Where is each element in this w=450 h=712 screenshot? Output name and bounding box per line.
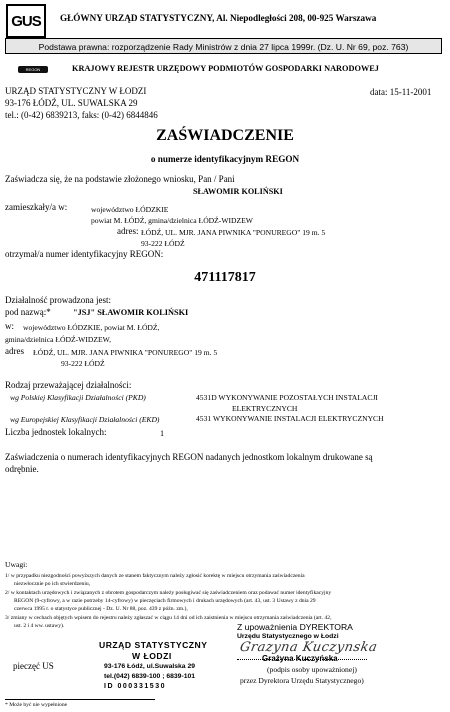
note-2-line1: 2/ w kontaktach urzędowych i związanych z obrotem gospodarczym należy posługiwać się zaświadczeniem oraz podawać numer identyfikacyjny bbox=[5, 590, 332, 596]
signature-caption-line2: przez Dyrektora Urzędu Statystycznego) bbox=[240, 676, 364, 685]
activity-address-line2: 93-222 ŁÓDŹ bbox=[61, 359, 105, 368]
resident-address-line1: ŁÓDŹ, UL. MJR. JANA PIWNIKA "PONUREGO" 19 m. 5 bbox=[141, 228, 326, 237]
header-title: GŁÓWNY URZĄD STATYSTYCZNY, Al. Niepodległości 208, 00-925 Warszawa bbox=[60, 13, 377, 23]
office-stamp-line2: W ŁODZI bbox=[132, 651, 172, 661]
activity-in-label: w: bbox=[5, 321, 14, 331]
intro-text: Zaświadcza się, że na podstawie złożonego wniosku, Pan / Pani bbox=[5, 174, 235, 184]
footnote-rule bbox=[5, 699, 155, 700]
activity-in-line1: województwo ŁÓDZKIE, powiat M. ŁÓDŹ, bbox=[23, 323, 160, 332]
resident-label: zamieszkały/a w: bbox=[5, 202, 68, 212]
activity-address-label: adres bbox=[5, 346, 24, 356]
note-1-line1: 1/ w przypadku niezgodności powyższych danych ze stanem faktycznym należy zgłosić korektę w miejscu otrzymania zaświadczenia bbox=[5, 573, 305, 579]
resident-voivodeship: województwo ŁÓDZKIE bbox=[91, 205, 169, 214]
regon-number: 471117817 bbox=[194, 270, 256, 285]
resident-address-label: adres: bbox=[117, 226, 139, 236]
ekd-label: wg Europejskiej Klasyfikacji Działalności (EKD) bbox=[10, 415, 160, 424]
person-name: SŁAWOMIR KOLIŃSKI bbox=[193, 187, 283, 196]
signatory-name: Grażyna Kuczyńska bbox=[262, 654, 338, 663]
note-2-line3: czerwca 1995 r. o statystyce publicznej - Dz. U. Nr 88, poz. 439 z późn. zm.), bbox=[14, 606, 188, 612]
handwritten-signature: Grazyna Kuczynska bbox=[238, 640, 379, 655]
activity-name-label: pod nazwą:* bbox=[5, 307, 51, 317]
activity-in-line2: gmina/dzielnica ŁÓDŹ-WIDZEW, bbox=[5, 335, 111, 344]
pkd-value-line2: ELEKTRYCZNYCH bbox=[232, 404, 298, 413]
regon-logo: REGON bbox=[18, 66, 48, 73]
activity-address-line1: ŁÓDŹ, UL. MJR. JANA PIWNIKA "PONUREGO" 19 m. 5 bbox=[33, 348, 218, 357]
note-3-line1: 3/ zmiany w cechach objętych wpisem do rejestru należy zgłaszać w ciągu 14 dni od ich zaistnienia w miejscu otrzymania zaświadczenia (art. 42, bbox=[5, 615, 332, 621]
certificate-title: ZAŚWIADCZENIE bbox=[156, 127, 294, 144]
signature-caption-line1: (podpis osoby upoważnionej) bbox=[267, 665, 357, 674]
office-stamp-line1: URZĄD STATYSTYCZNY bbox=[99, 640, 208, 650]
office-phone: tel.: (0-42) 6839213, faks: (0-42) 6844846 bbox=[5, 110, 158, 120]
resident-address-line2: 93-222 ŁÓDŹ bbox=[141, 239, 185, 248]
signature-stamp-line1: Z upoważnienia DYREKTORA bbox=[237, 622, 353, 632]
activity-name-value: "JSJ" SŁAWOMIR KOLIŃSKI bbox=[73, 308, 189, 317]
local-units-label: Liczba jednostek lokalnych: bbox=[5, 427, 107, 437]
resident-district: powiat M. ŁÓDŹ, gmina/dzielnica ŁÓDŹ-WIDZEW bbox=[91, 216, 253, 225]
signature-stamp-line2: Urzędu Statystycznego w Łodzi bbox=[237, 633, 339, 640]
certificate-subtitle: o numerze identyfikacyjnym REGON bbox=[150, 154, 300, 164]
office-address: 93-176 ŁÓDŹ, UL. SUWALSKA 29 bbox=[5, 98, 138, 108]
pkd-label: wg Polskiej Klasyfikacji Działalności (PKD) bbox=[10, 393, 146, 402]
local-note-line1: Zaświadczenia o numerach identyfikacyjnych REGON nadanych jednostkom lokalnym drukowane są bbox=[5, 452, 373, 462]
gus-logo: GUS bbox=[6, 4, 46, 38]
regon-label: otrzymał/a numer identyfikacyjny REGON: bbox=[5, 249, 164, 259]
footnote: * Może być nie wypełnione bbox=[5, 702, 68, 708]
legal-basis: Podstawa prawna: rozporządzenie Rady Ministrów z dnia 27 lipca 1999r. (Dz. U. Nr 69, poz. 763) bbox=[5, 38, 442, 54]
office-stamp-line3: 93-176 Łódź, ul.Suwalska 29 bbox=[104, 663, 196, 670]
note-2-line2: REGON (9-cyfrowy, a w razie potrzeby 14-cyfrowy) w pieczęciach firmowych i drukach urzędowych (art. 43, ust. 3 Ustawy z dnia 29 bbox=[14, 598, 316, 604]
note-3-line2: ust. 2 i 4 ww. ustawy). bbox=[14, 623, 65, 629]
local-note-line2: odrębnie. bbox=[5, 464, 39, 474]
notes-title: Uwagi: bbox=[5, 560, 28, 569]
activity-label: Działalność prowadzona jest: bbox=[5, 295, 111, 305]
office-stamp-label: pieczęć US bbox=[13, 661, 54, 671]
issue-date: data: 15-11-2001 bbox=[370, 87, 432, 97]
ekd-value: 4531 WYKONYWANIE INSTALACJI ELEKTRYCZNYCH bbox=[196, 414, 384, 423]
pkd-value-line1: 4531D WYKONYWANIE POZOSTAŁYCH INSTALACJI bbox=[196, 393, 378, 402]
office-stamp-line4: tel.(042) 6839-100 ; 6839-101 bbox=[104, 673, 196, 680]
note-1-line2: niezwłocznie po ich stwierdzeniu, bbox=[14, 581, 91, 587]
registry-title: KRAJOWY REJESTR URZĘDOWY PODMIOTÓW GOSPODARKI NARODOWEJ bbox=[72, 64, 379, 73]
classification-label: Rodzaj przeważającej działalności: bbox=[5, 380, 132, 390]
office-name: URZĄD STATYSTYCZNY W ŁODZI bbox=[5, 86, 147, 96]
local-units-value: 1 bbox=[160, 429, 165, 438]
office-stamp-line5: ID 000331530 bbox=[104, 683, 166, 690]
